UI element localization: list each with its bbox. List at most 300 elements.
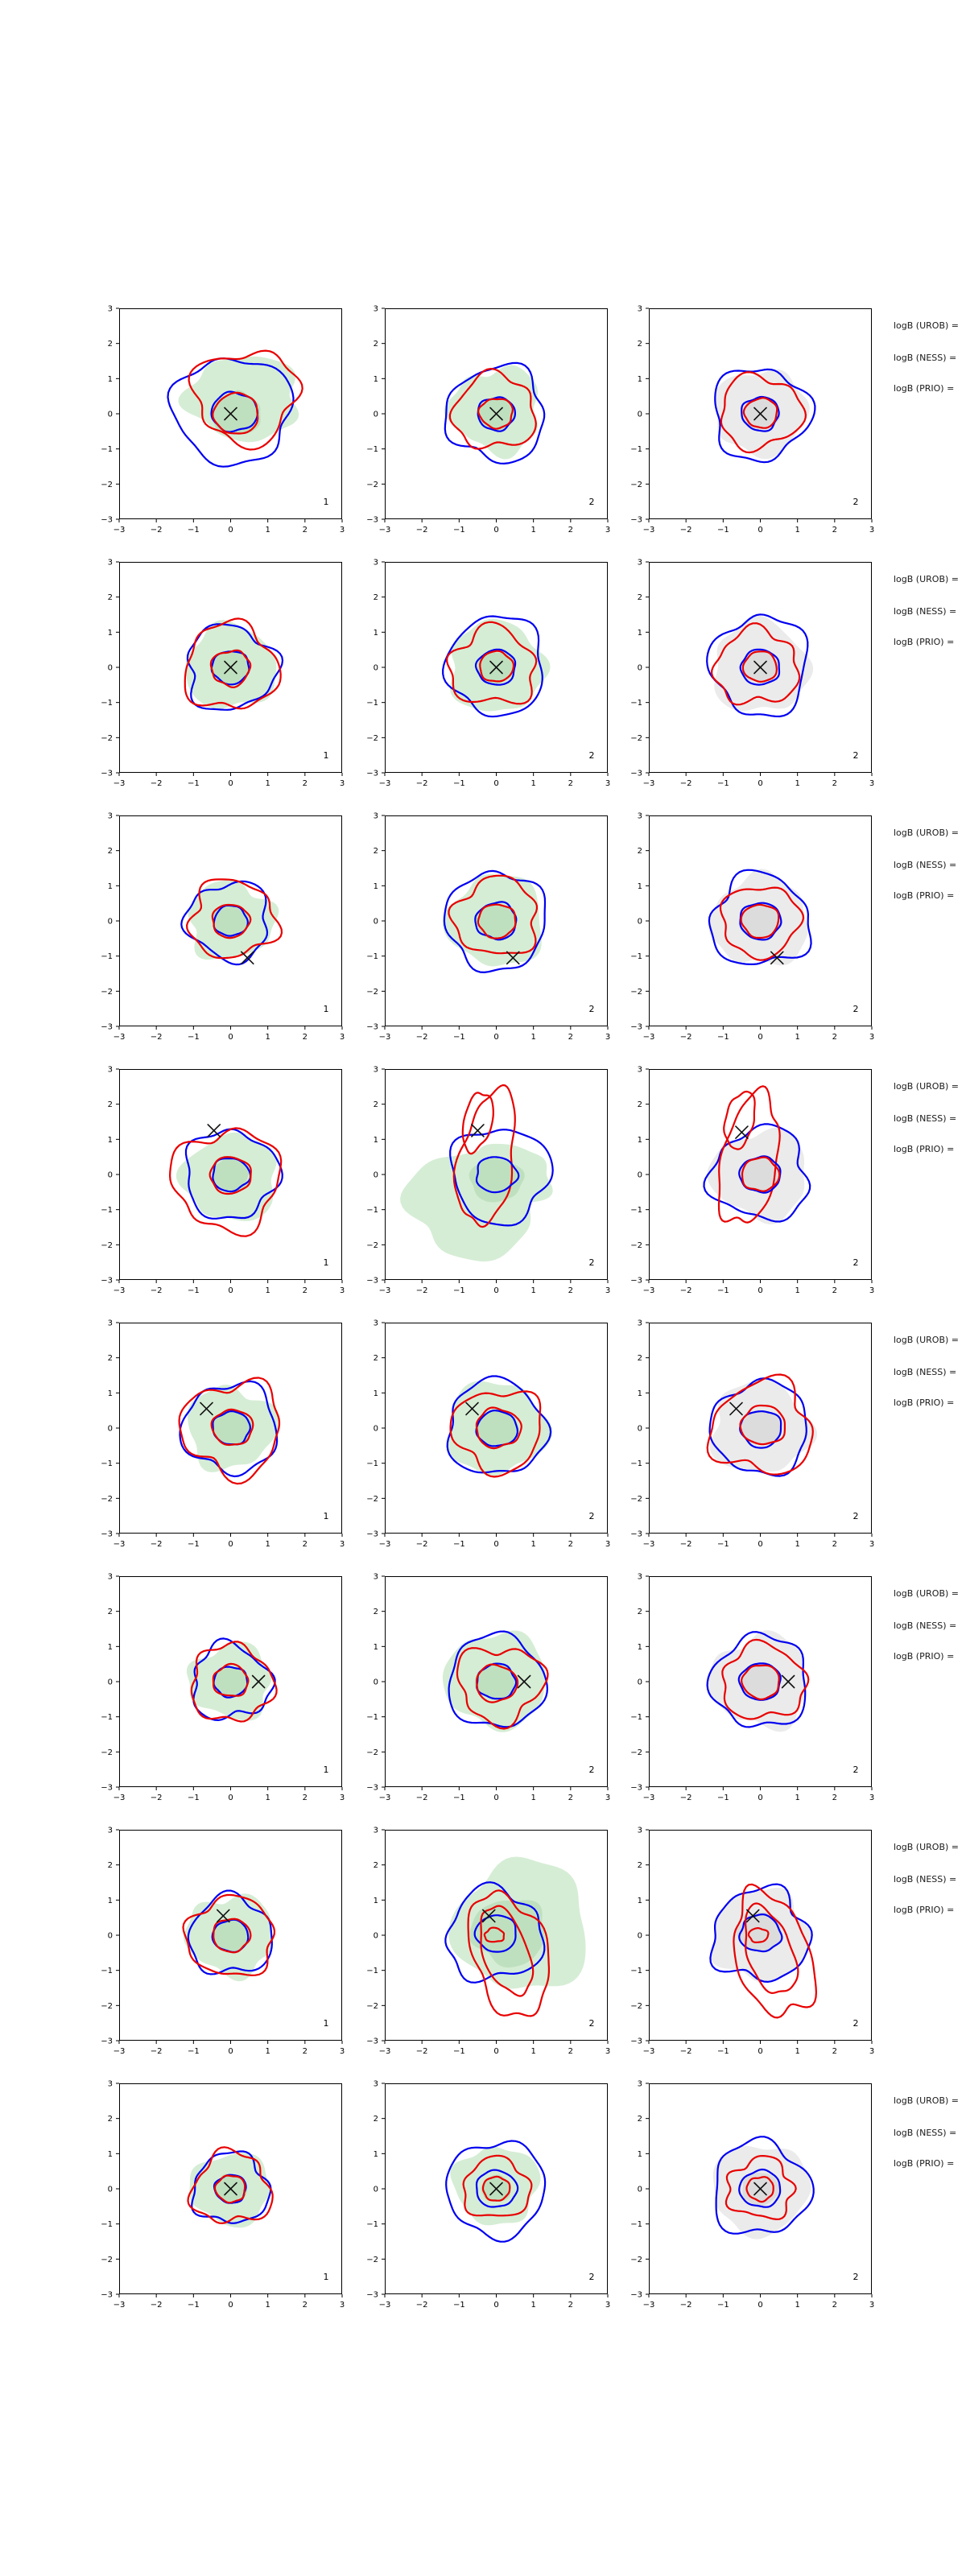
- x-tick-label: 3: [605, 526, 611, 535]
- x-tick-label: 3: [605, 2301, 611, 2310]
- y-tick-label: 3: [637, 1826, 642, 1835]
- panel-number: 1: [323, 2272, 329, 2282]
- x-tick-label: −2: [415, 2047, 428, 2056]
- y-tick-label: −2: [366, 733, 378, 743]
- y-tick-label: 3: [637, 811, 642, 821]
- y-tick-label: −3: [101, 769, 113, 778]
- panel-number: 2: [588, 2018, 595, 2029]
- x-tick-label: 2: [832, 1286, 838, 1295]
- x-tick-label: −3: [642, 2301, 655, 2310]
- x-tick-label: 3: [869, 2301, 875, 2310]
- x-tick-label: −1: [187, 1540, 200, 1549]
- x-tick-label: −1: [187, 1033, 200, 1042]
- x-tick-label: −2: [415, 1540, 428, 1549]
- y-tick-label: 0: [107, 1931, 113, 1941]
- y-tick-label: 2: [373, 340, 378, 349]
- logb-urob-label: logB (UROB) =: [894, 1081, 960, 1092]
- x-tick-label: −3: [642, 1794, 655, 1802]
- x-tick-label: 0: [493, 1794, 499, 1802]
- y-tick-label: 3: [637, 1319, 642, 1328]
- x-tick-label: −1: [716, 1540, 729, 1549]
- x-tick-label: −2: [415, 2301, 428, 2310]
- y-tick-label: −1: [101, 1967, 113, 1976]
- y-tick-label: 1: [637, 1135, 642, 1145]
- x-tick-label: 0: [493, 2301, 499, 2310]
- contour-plot-r7c2: [366, 1826, 611, 2056]
- x-tick-label: −1: [716, 1794, 729, 1802]
- plot-svg: [630, 2079, 875, 2310]
- y-tick-label: 2: [107, 340, 113, 349]
- y-tick-label: 2: [107, 1608, 113, 1617]
- y-tick-label: −2: [366, 1748, 378, 1757]
- contour-plot-r5c1: [101, 1319, 345, 1549]
- x-tick-label: −2: [679, 1794, 692, 1802]
- y-tick-label: −2: [101, 1748, 113, 1757]
- x-tick-label: −3: [378, 1286, 391, 1295]
- y-tick-label: 3: [107, 811, 113, 821]
- y-tick-label: −3: [101, 1276, 113, 1286]
- y-tick-label: −3: [630, 769, 642, 778]
- x-tick-label: 1: [265, 2301, 270, 2310]
- y-tick-label: 1: [637, 2149, 642, 2159]
- y-tick-label: 2: [637, 340, 642, 349]
- y-tick-label: −3: [366, 1276, 378, 1286]
- plot-svg: [366, 2079, 611, 2310]
- plot-svg: [101, 558, 345, 788]
- plot-svg: [630, 304, 875, 535]
- y-tick-label: 0: [637, 917, 642, 927]
- y-tick-label: 1: [107, 374, 113, 384]
- y-tick-label: 2: [107, 1354, 113, 1364]
- y-tick-label: 0: [373, 1170, 378, 1180]
- y-tick-label: 1: [373, 1896, 378, 1905]
- y-tick-label: 2: [637, 1608, 642, 1617]
- y-tick-label: 1: [373, 374, 378, 384]
- plot-svg: [630, 1826, 875, 2056]
- x-tick-label: 2: [832, 1540, 838, 1549]
- panel-number: 2: [852, 1765, 859, 1775]
- x-tick-label: 0: [758, 2301, 763, 2310]
- y-tick-label: 0: [107, 410, 113, 419]
- x-tick-label: −3: [642, 1286, 655, 1295]
- y-tick-label: −2: [630, 1748, 642, 1757]
- x-tick-label: 2: [302, 779, 308, 788]
- contour-plot-r3c2: [366, 811, 611, 1042]
- x-tick-label: 0: [758, 526, 763, 535]
- y-tick-label: −1: [101, 445, 113, 455]
- logb-urob-label: logB (UROB) =: [894, 1335, 960, 1345]
- x-tick-label: 1: [795, 779, 800, 788]
- plot-svg: [101, 1826, 345, 2056]
- logb-prio-label: logB (PRIO) =: [894, 890, 955, 901]
- contour-plot-r7c3: [630, 1826, 875, 2056]
- y-tick-label: −3: [101, 515, 113, 525]
- y-tick-label: −2: [101, 1241, 113, 1250]
- panel-number: 2: [588, 497, 595, 507]
- y-tick-label: −2: [366, 2001, 378, 2011]
- logb-prio-label: logB (PRIO) =: [894, 1651, 955, 1662]
- y-tick-label: 3: [373, 1826, 378, 1835]
- x-tick-label: 1: [795, 2047, 800, 2056]
- x-tick-label: 2: [832, 1794, 838, 1802]
- x-tick-label: 3: [605, 1794, 611, 1802]
- x-tick-label: −1: [452, 1033, 465, 1042]
- x-tick-label: 2: [832, 526, 838, 535]
- y-tick-label: 1: [107, 1896, 113, 1905]
- logb-ness-label: logB (NESS) =: [894, 1620, 957, 1631]
- logb-prio-label: logB (PRIO) =: [894, 2158, 955, 2169]
- panel-number: 2: [852, 2272, 859, 2282]
- y-tick-label: 1: [373, 2149, 378, 2159]
- y-tick-label: −3: [630, 1530, 642, 1539]
- plot-svg: [366, 1319, 611, 1549]
- y-tick-label: −3: [630, 1276, 642, 1286]
- x-tick-label: 0: [228, 2301, 233, 2310]
- y-tick-label: 1: [637, 374, 642, 384]
- y-tick-label: −3: [366, 2037, 378, 2046]
- y-tick-label: 0: [107, 1170, 113, 1180]
- x-tick-label: 3: [339, 526, 345, 535]
- contour-plot-r1c2: [366, 304, 611, 535]
- plot-svg: [366, 811, 611, 1042]
- x-tick-label: 0: [493, 1286, 499, 1295]
- y-tick-label: −2: [101, 2001, 113, 2011]
- x-tick-label: 0: [758, 2047, 763, 2056]
- y-tick-label: 2: [637, 2115, 642, 2124]
- x-tick-label: 3: [869, 1033, 875, 1042]
- x-tick-label: 1: [530, 779, 536, 788]
- x-tick-label: 3: [869, 2047, 875, 2056]
- y-tick-label: 1: [637, 1642, 642, 1652]
- panel-number: 2: [852, 497, 859, 507]
- y-tick-label: 1: [107, 1389, 113, 1398]
- x-tick-label: 3: [339, 2301, 345, 2310]
- x-tick-label: −1: [452, 2047, 465, 2056]
- plot-svg: [630, 811, 875, 1042]
- x-tick-label: 2: [302, 1033, 308, 1042]
- y-tick-label: 3: [107, 1065, 113, 1075]
- x-tick-label: 2: [568, 2047, 574, 2056]
- x-tick-label: 3: [605, 1540, 611, 1549]
- y-tick-label: −2: [366, 2255, 378, 2264]
- x-tick-label: 3: [339, 779, 345, 788]
- panel-number: 2: [852, 2018, 859, 2029]
- y-tick-label: −2: [101, 987, 113, 997]
- x-tick-label: 0: [493, 526, 499, 535]
- logb-urob-label: logB (UROB) =: [894, 320, 960, 331]
- y-tick-label: −2: [630, 2255, 642, 2264]
- y-tick-label: −2: [366, 987, 378, 997]
- x-tick-label: 2: [832, 1033, 838, 1042]
- y-tick-label: −1: [366, 1967, 378, 1976]
- x-tick-label: −1: [187, 779, 200, 788]
- panel-number: 2: [588, 2272, 595, 2282]
- panel-number: 1: [323, 1511, 329, 1521]
- y-tick-label: 3: [637, 1572, 642, 1582]
- logb-ness-label: logB (NESS) =: [894, 1113, 957, 1124]
- x-tick-label: 1: [795, 1540, 800, 1549]
- x-tick-label: 0: [493, 1540, 499, 1549]
- x-tick-label: −2: [679, 1033, 692, 1042]
- y-tick-label: 0: [107, 2185, 113, 2194]
- panel-number: 1: [323, 1004, 329, 1014]
- y-tick-label: −2: [630, 2001, 642, 2011]
- x-tick-label: 1: [265, 1033, 270, 1042]
- x-tick-label: 0: [493, 2047, 499, 2056]
- logb-ness-label: logB (NESS) =: [894, 1367, 957, 1377]
- y-tick-label: −3: [366, 515, 378, 525]
- contour-plot-r6c2: [366, 1572, 611, 1802]
- logb-prio-label: logB (PRIO) =: [894, 1905, 955, 1915]
- x-tick-label: −1: [452, 526, 465, 535]
- panel-number: 1: [323, 2018, 329, 2029]
- y-tick-label: −3: [366, 2290, 378, 2300]
- contour-plot-r6c3: [630, 1572, 875, 1802]
- x-tick-label: 1: [265, 2047, 270, 2056]
- x-tick-label: −3: [378, 1794, 391, 1802]
- plot-svg: [366, 1065, 611, 1295]
- y-tick-label: 3: [373, 558, 378, 568]
- x-tick-label: 3: [869, 526, 875, 535]
- y-tick-label: −3: [366, 769, 378, 778]
- x-tick-label: 1: [795, 1794, 800, 1802]
- plot-svg: [366, 558, 611, 788]
- y-tick-label: −3: [630, 2037, 642, 2046]
- panel-number: 1: [323, 1765, 329, 1775]
- logb-prio-label: logB (PRIO) =: [894, 383, 955, 394]
- y-tick-label: −3: [366, 1022, 378, 1032]
- y-tick-label: −2: [101, 1494, 113, 1504]
- y-tick-label: 2: [107, 593, 113, 603]
- x-tick-label: −3: [113, 1794, 126, 1802]
- x-tick-label: 0: [228, 526, 233, 535]
- x-tick-label: 0: [758, 1794, 763, 1802]
- y-tick-label: −3: [101, 1783, 113, 1793]
- x-tick-label: −2: [415, 1794, 428, 1802]
- x-tick-label: 3: [339, 1033, 345, 1042]
- y-tick-label: −1: [366, 699, 378, 708]
- y-tick-label: 3: [107, 304, 113, 314]
- x-marker: [736, 1126, 748, 1138]
- plot-svg: [101, 304, 345, 535]
- x-tick-label: −3: [642, 779, 655, 788]
- y-tick-label: 0: [107, 1678, 113, 1687]
- x-tick-label: −1: [187, 1794, 200, 1802]
- y-tick-label: 0: [637, 1424, 642, 1434]
- x-tick-label: −3: [642, 1540, 655, 1549]
- plot-svg: [101, 1065, 345, 1295]
- x-tick-label: −3: [642, 526, 655, 535]
- x-tick-label: 2: [568, 779, 574, 788]
- x-tick-label: −3: [378, 526, 391, 535]
- x-tick-label: −2: [679, 2047, 692, 2056]
- contour-plot-r8c3: [630, 2079, 875, 2310]
- panel-number: 2: [588, 1511, 595, 1521]
- x-tick-label: 2: [568, 1033, 574, 1042]
- x-tick-label: −3: [113, 2301, 126, 2310]
- y-tick-label: 0: [373, 663, 378, 673]
- plot-svg: [366, 304, 611, 535]
- panel-number: 2: [852, 1004, 859, 1014]
- x-tick-label: 3: [869, 779, 875, 788]
- y-tick-label: 0: [637, 1678, 642, 1687]
- y-tick-label: 2: [373, 1354, 378, 1364]
- x-tick-label: 2: [832, 779, 838, 788]
- x-tick-label: −1: [716, 779, 729, 788]
- plot-svg: [101, 2079, 345, 2310]
- y-tick-label: −2: [366, 1241, 378, 1250]
- y-tick-label: −2: [630, 733, 642, 743]
- contour-plot-r4c2: [366, 1065, 611, 1295]
- x-tick-label: 1: [795, 1286, 800, 1295]
- x-tick-label: −1: [452, 2301, 465, 2310]
- y-tick-label: 1: [373, 1389, 378, 1398]
- plot-svg: [630, 1319, 875, 1549]
- y-tick-label: −3: [630, 2290, 642, 2300]
- x-tick-label: 2: [302, 526, 308, 535]
- x-tick-label: 3: [339, 2047, 345, 2056]
- y-tick-label: 0: [637, 410, 642, 419]
- y-tick-label: −2: [101, 480, 113, 489]
- y-tick-label: 1: [373, 1135, 378, 1145]
- contour-plot-r4c1: [101, 1065, 345, 1295]
- x-tick-label: −2: [150, 1033, 163, 1042]
- y-tick-label: 0: [373, 1424, 378, 1434]
- y-tick-label: 3: [107, 2079, 113, 2089]
- x-tick-label: −3: [113, 779, 126, 788]
- plot-svg: [101, 1319, 345, 1549]
- y-tick-label: −1: [101, 1713, 113, 1723]
- x-tick-label: −2: [679, 1286, 692, 1295]
- x-tick-label: 3: [605, 779, 611, 788]
- x-tick-label: 1: [530, 526, 536, 535]
- x-tick-label: 1: [530, 1286, 536, 1295]
- y-tick-label: 2: [373, 593, 378, 603]
- y-tick-label: 0: [373, 917, 378, 927]
- x-tick-label: −2: [150, 1794, 163, 1802]
- y-tick-label: 3: [373, 2079, 378, 2089]
- y-tick-label: 2: [107, 1861, 113, 1871]
- contour-plot-r5c2: [366, 1319, 611, 1549]
- y-tick-label: 1: [107, 1135, 113, 1145]
- x-tick-label: 2: [568, 1286, 574, 1295]
- y-tick-label: 1: [373, 628, 378, 638]
- panel-number: 2: [588, 750, 595, 761]
- x-tick-label: −3: [378, 2301, 391, 2310]
- y-tick-label: 1: [373, 1642, 378, 1652]
- y-tick-label: −2: [630, 1241, 642, 1250]
- x-tick-label: −2: [150, 1286, 163, 1295]
- x-tick-label: −3: [113, 1033, 126, 1042]
- x-tick-label: 1: [265, 779, 270, 788]
- y-tick-label: −1: [101, 952, 113, 962]
- y-tick-label: 2: [107, 847, 113, 857]
- logb-urob-label: logB (UROB) =: [894, 1842, 960, 1852]
- x-tick-label: −1: [452, 779, 465, 788]
- x-tick-label: 2: [302, 2301, 308, 2310]
- x-tick-label: 2: [832, 2301, 838, 2310]
- y-tick-label: −2: [366, 1494, 378, 1504]
- x-tick-label: −3: [113, 1540, 126, 1549]
- y-tick-label: −1: [630, 1713, 642, 1723]
- plot-svg: [101, 1572, 345, 1802]
- x-tick-label: −2: [415, 526, 428, 535]
- x-tick-label: 3: [339, 1286, 345, 1295]
- plot-svg: [630, 1065, 875, 1295]
- logb-ness-label: logB (NESS) =: [894, 606, 957, 617]
- y-tick-label: −1: [366, 952, 378, 962]
- plot-svg: [630, 558, 875, 788]
- x-tick-label: 1: [530, 2047, 536, 2056]
- x-tick-label: 1: [265, 526, 270, 535]
- x-tick-label: −1: [716, 1286, 729, 1295]
- x-tick-label: −3: [642, 2047, 655, 2056]
- x-tick-label: −3: [378, 1540, 391, 1549]
- contour-plot-r2c3: [630, 558, 875, 788]
- y-tick-label: 1: [107, 1642, 113, 1652]
- y-tick-label: −1: [101, 2220, 113, 2230]
- x-tick-label: 2: [832, 2047, 838, 2056]
- x-tick-label: −3: [113, 1286, 126, 1295]
- panel-number: 1: [323, 497, 329, 507]
- y-tick-label: 1: [107, 2149, 113, 2159]
- x-tick-label: −1: [716, 526, 729, 535]
- y-tick-label: 3: [107, 1319, 113, 1328]
- panel-number: 2: [852, 1511, 859, 1521]
- y-tick-label: −3: [101, 2290, 113, 2300]
- panel-number: 2: [588, 1004, 595, 1014]
- contour-plot-r4c3: [630, 1065, 875, 1295]
- logb-ness-label: logB (NESS) =: [894, 1874, 957, 1885]
- x-tick-label: 0: [758, 1286, 763, 1295]
- x-tick-label: −2: [415, 779, 428, 788]
- x-tick-label: 2: [568, 526, 574, 535]
- y-tick-label: 3: [637, 1065, 642, 1075]
- y-tick-label: 3: [107, 1572, 113, 1582]
- y-tick-label: 3: [373, 1065, 378, 1075]
- plot-svg: [366, 1572, 611, 1802]
- x-tick-label: 3: [605, 1033, 611, 1042]
- x-tick-label: −3: [113, 526, 126, 535]
- x-tick-label: 0: [228, 1540, 233, 1549]
- y-tick-label: 3: [637, 558, 642, 568]
- x-tick-label: 0: [758, 1540, 763, 1549]
- x-tick-label: 1: [530, 1540, 536, 1549]
- x-tick-label: 0: [493, 779, 499, 788]
- logb-ness-label: logB (NESS) =: [894, 353, 957, 363]
- y-tick-label: 2: [107, 2115, 113, 2124]
- y-tick-label: 2: [637, 593, 642, 603]
- x-tick-label: −2: [150, 779, 163, 788]
- y-tick-label: 0: [373, 1678, 378, 1687]
- logb-ness-label: logB (NESS) =: [894, 2128, 957, 2138]
- x-tick-label: 2: [568, 1794, 574, 1802]
- x-tick-label: −1: [452, 1794, 465, 1802]
- logb-ness-label: logB (NESS) =: [894, 860, 957, 870]
- x-tick-label: 3: [339, 1540, 345, 1549]
- y-tick-label: −3: [101, 1530, 113, 1539]
- contour-plot-r2c1: [101, 558, 345, 788]
- y-tick-label: 2: [637, 1861, 642, 1871]
- x-tick-label: −1: [716, 2301, 729, 2310]
- contour-plot-r1c1: [101, 304, 345, 535]
- x-tick-label: 1: [530, 1033, 536, 1042]
- y-tick-label: −2: [101, 733, 113, 743]
- y-tick-label: 0: [373, 2185, 378, 2194]
- y-tick-label: −3: [101, 2037, 113, 2046]
- panel-number: 2: [852, 750, 859, 761]
- logb-urob-label: logB (UROB) =: [894, 1588, 960, 1599]
